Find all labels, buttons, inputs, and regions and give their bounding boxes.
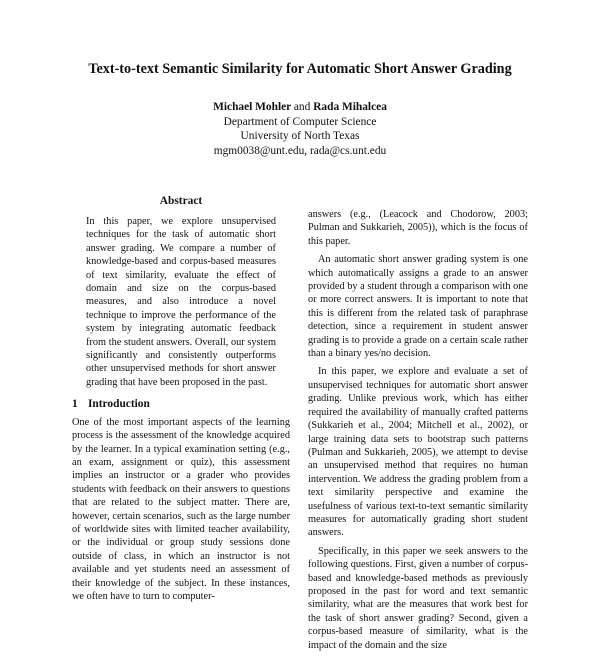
- abstract-text: In this paper, we explore unsupervised techniques for the task of automatic short answer grading. We compare a number of knowledge-based and corpus-based measures of text similarity, evaluate the effect of domain and size on the corpus-based measures, and also introduce a novel technique to improve the performance of the system by integrating automatic feedback from the student answers. Overall, our system significantly and consistently outperforms other unsupervised methods for short answer grading that have been proposed in the past.: [86, 216, 276, 388]
- paragraph: answers (e.g., (Leacock and Chodorow, 2003; Pulman and Sukkarieh, 2005)), which is the focus of this paper.: [308, 209, 528, 247]
- section-title: Introduction: [88, 398, 150, 411]
- section-number: 1: [72, 398, 78, 411]
- university: University of North Texas: [240, 130, 360, 143]
- paragraph: Specifically, in this paper we seek answers to the following questions. First, given a number of corpus-based and knowledge-based methods as previously proposed in the past for word and text semantic similarity, what are the measures that work best for the task of short answer grading? Second, given a corpus-based measure of similarity, what is the impact of the domain and the size: [308, 545, 528, 651]
- author-block: [0, 100, 600, 158]
- section-heading: [72, 398, 290, 411]
- author-line: [0, 100, 600, 115]
- abstract-heading: Abstract: [159, 195, 203, 207]
- right-column: [308, 208, 528, 657]
- author-emails: mgm0038@unt.edu, rada@cs.unt.edu: [213, 144, 387, 157]
- paper-title: Text-to-text Semantic Similarity for Automatic Short Answer Grading: [88, 61, 512, 77]
- department: Department of Computer Science: [223, 115, 377, 128]
- paragraph: One of the most important aspects of the learning process is the assessment of the knowledge acquired by the learner. In a typical examination setting (e.g., an exam, assignment or quiz), this assessment implies an instructor or a grader who provides students with feedback on their answers to questions that are related to the subject matter. There are, however, certain scenarios, such as the large number of worldwide sites with limited teacher availability, or the individual or group study sessions done outside of class, in which an instructor is not available and yet students need an assessment of their knowledge of the subject. In these instances, we often have to turn to computer-: [72, 416, 290, 602]
- paragraph: In this paper, we explore and evaluate a set of unsupervised techniques for automatic short answer grading. Unlike previous work, which has either required the availability of manually crafted patterns (Sukkarieh et al., 2004; Mitchell et al., 2002), or large training data sets to bootstrap such patterns (Pulman and Sukkarieh, 2005), we attempt to devise an unsupervised method that requires no human intervention. We address the grading problem from a text similarity perspective and examine the usefulness of various text-to-text semantic similarity measures for automatically grading short student answers.: [308, 366, 528, 539]
- author-separator: and: [293, 101, 311, 113]
- author-name: Rada Mihalcea: [313, 101, 387, 113]
- author-name: Michael Mohler: [213, 101, 292, 113]
- paragraph: An automatic short answer grading system is one which automatically assigns a grade to an answer provided by a student through a comparison with one or more correct answers. It is important to note that this is different from the related task of paraphrase detection, since a requirement in student answer grading is to provide a grade on a certain scale rather than a binary yes/no decision.: [308, 254, 528, 360]
- left-column: [72, 195, 290, 608]
